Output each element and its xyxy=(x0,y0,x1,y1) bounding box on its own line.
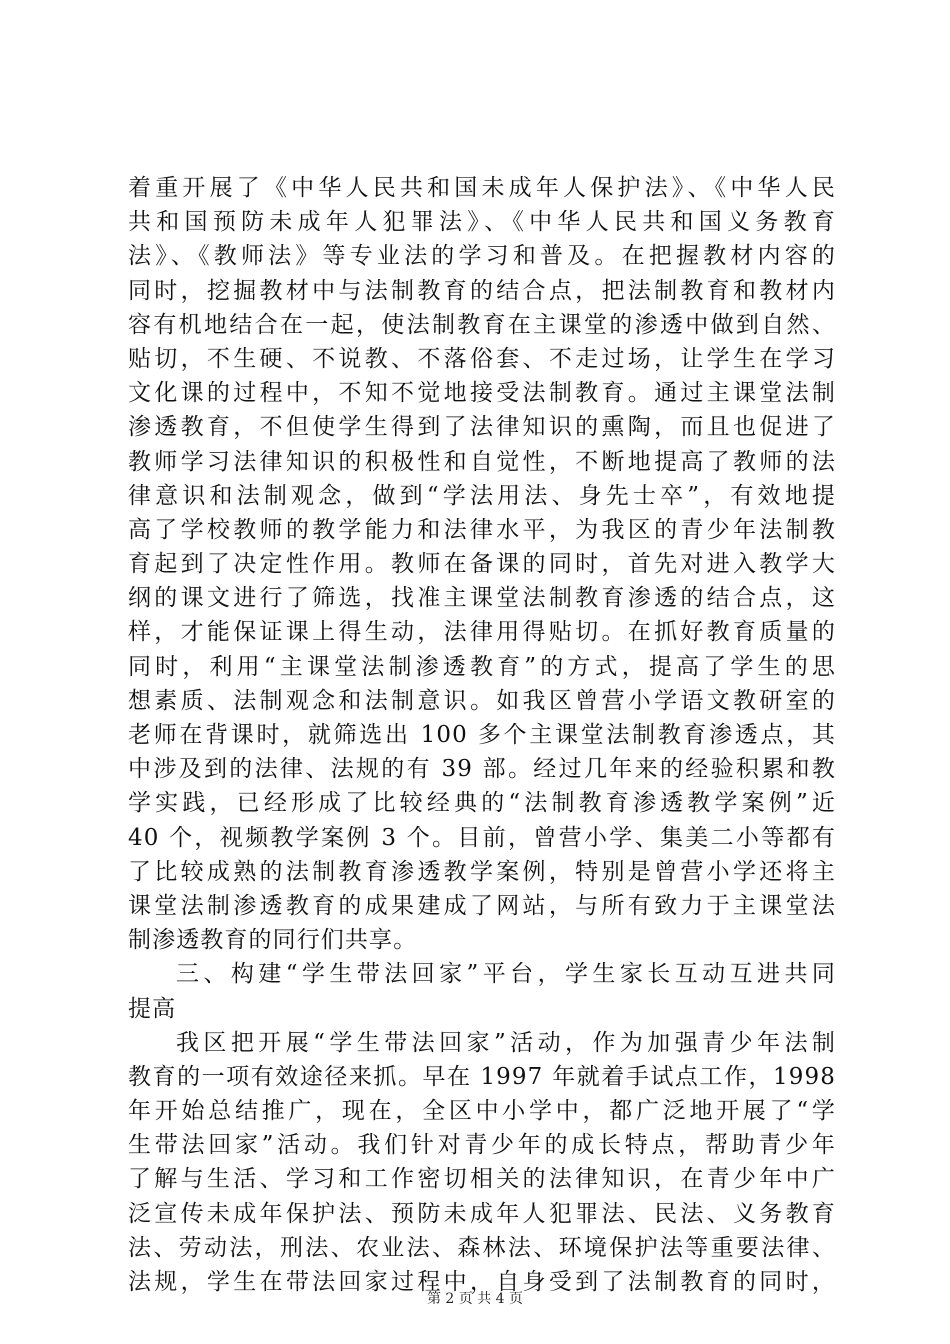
text-line: 共和国预防未成年人犯罪法》、《中华人民共和国义务教育 xyxy=(128,209,836,236)
text-line: 纲的课文进行了筛选，找准主课堂法制教育渗透的结合点，这 xyxy=(128,585,836,612)
text-line: 制渗透教育的同行们共享。 xyxy=(128,927,418,954)
text-line: 律意识和法制观念，做到“学法用法、身先士卒”，有效地提 xyxy=(128,482,836,509)
text-line: 法》、《教师法》等专业法的学习和普及。在把握教材内容的 xyxy=(128,243,836,270)
text-line: 老师在背课时，就筛选出 100 多个主课堂法制教育渗透点，其 xyxy=(128,722,836,748)
page-number-footer: 第 2 页 共 4 页 xyxy=(426,1291,524,1307)
text-line: 课堂法制渗透教育的成果建成了网站，与所有致力于主课堂法 xyxy=(128,892,836,919)
text-line: 育起到了决定性作用。教师在备课的同时，首先对进入教学大 xyxy=(128,551,836,578)
text-line: 渗透教育，不但使学生得到了法律知识的熏陶，而且也促进了 xyxy=(128,414,836,441)
text-line: 泛宣传未成年保护法、预防未成年人犯罪法、民法、义务教育 xyxy=(128,1200,836,1227)
text-line: 教育的一项有效途径来抓。早在 1997 年就着手试点工作，1998 xyxy=(128,1063,836,1090)
text-line: 着重开展了《中华人民共和国未成年人保护法》、《中华人民 xyxy=(128,175,836,201)
text-line: 贴切，不生硬、不说教、不落俗套、不走过场，让学生在学习 xyxy=(128,345,836,372)
text-line: 了解与生活、学习和工作密切相关的法律知识，在青少年中广 xyxy=(128,1166,836,1193)
text-line: 容有机地结合在一起，使法制教育在主课堂的渗透中做到自然、 xyxy=(128,311,836,338)
text-line: 中涉及到的法律、法规的有 39 部。经过几年来的经验积累和教 xyxy=(128,756,836,783)
text-line: 40 个，视频教学案例 3 个。目前，曾营小学、集美二小等都有 xyxy=(128,824,836,851)
text-line: 生带法回家”活动。我们针对青少年的成长特点，帮助青少年 xyxy=(128,1132,836,1159)
text-line: 同时，挖掘教材中与法制教育的结合点，把法制教育和教材内 xyxy=(128,277,836,304)
text-line: 法、劳动法，刑法、农业法、森林法、环境保护法等重要法律、 xyxy=(128,1234,836,1261)
text-line: 同时，利用“主课堂法制渗透教育”的方式，提高了学生的思 xyxy=(128,653,836,680)
text-line: 我区把开展“学生带法回家”活动，作为加强青少年法制 xyxy=(176,1029,836,1056)
body-text xyxy=(128,171,836,1299)
text-line: 教师学习法律知识的积极性和自觉性，不断地提高了教师的法 xyxy=(128,448,836,475)
text-line: 高了学校教师的教学能力和法律水平，为我区的青少年法制教 xyxy=(128,516,836,543)
text-line: 年开始总结推广，现在，全区中小学中，都广泛地开展了“学 xyxy=(128,1098,836,1125)
section-heading-continued: 提高 xyxy=(128,995,177,1022)
section-heading: 三、构建“学生带法回家”平台，学生家长互动互进共同 xyxy=(176,961,836,988)
text-line: 样，才能保证课上得生动，法律用得贴切。在抓好教育质量的 xyxy=(128,619,836,646)
text-line: 法规，学生在带法回家过程中，自身受到了法制教育的同时， xyxy=(128,1269,836,1295)
text-line: 想素质、法制观念和法制意识。如我区曾营小学语文教研室的 xyxy=(128,687,836,714)
text-line: 学实践，已经形成了比较经典的“法制教育渗透教学案例”近 xyxy=(128,790,836,817)
text-line: 了比较成熟的法制教育渗透教学案例，特别是曾营小学还将主 xyxy=(128,858,836,885)
text-line: 文化课的过程中，不知不觉地接受法制教育。通过主课堂法制 xyxy=(128,380,836,407)
